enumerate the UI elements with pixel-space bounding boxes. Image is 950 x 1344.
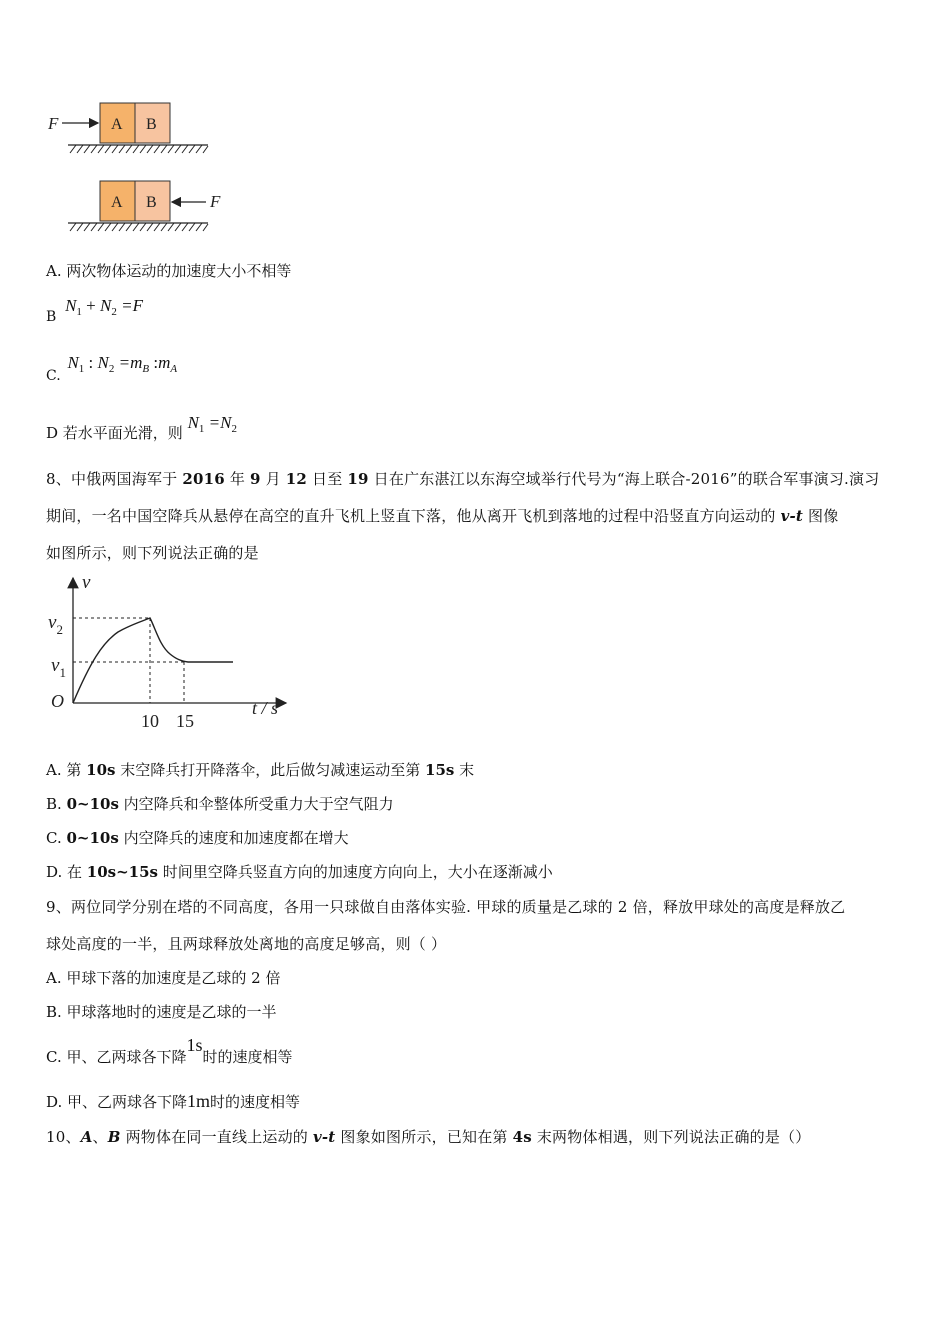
tick-10: 10 bbox=[141, 711, 159, 731]
origin-label: O bbox=[51, 691, 64, 711]
q9-option-b: B. 甲球落地时的速度是乙球的一半 bbox=[46, 1003, 277, 1021]
q7-option-a: A. 两次物体运动的加速度大小不相等 bbox=[46, 262, 292, 280]
option-d-prefix: D 若水平面光滑，则 bbox=[46, 424, 183, 442]
q8-vt-graph bbox=[40, 568, 300, 738]
ground-hatching bbox=[70, 145, 208, 153]
q9-option-c: C. 甲、乙两球各下降1s时的速度相等 bbox=[46, 1035, 293, 1066]
ground-hatching bbox=[70, 223, 208, 231]
formula-n1-plus-n2: $N_1 + N_2 =F$ bbox=[65, 296, 143, 318]
v1-label: $v_1$ bbox=[51, 655, 66, 680]
q9-option-d: D. 甲、乙两球各下降1m时的速度相等 bbox=[46, 1091, 301, 1111]
q8-stem-line1: 8、中俄两国海军于 2016 年 9 月 12 日至 19 日在广东湛江以东海空域举行代号为“海上联合-2016”的联合军事演习.演习 bbox=[46, 470, 880, 488]
block-b-label: B bbox=[146, 194, 157, 211]
t-axis-label: t / s bbox=[252, 698, 279, 718]
option-c-prefix: C. bbox=[46, 368, 61, 384]
block-diagram-push-a bbox=[40, 95, 240, 160]
formula-ratio: $N_1$ : $N_2 =m_B$ $:m_A$ bbox=[67, 353, 178, 375]
q8-option-c: C. 0~10s 内空降兵的速度和加速度都在增大 bbox=[46, 829, 349, 847]
q10-stem: 10、A、B 两物体在同一直线上运动的 v-t 图象如图所示，已知在第 4s 末两物体相遇，则下列说法正确的是（） bbox=[46, 1128, 811, 1146]
tick-15: 15 bbox=[176, 711, 194, 731]
q7-option-b bbox=[46, 296, 143, 325]
q9-option-a: A. 甲球下落的加速度是乙球的 2 倍 bbox=[46, 969, 281, 987]
v-axis-label: v bbox=[82, 572, 91, 593]
block-b-label: B bbox=[146, 116, 157, 133]
force-label-f: F bbox=[210, 192, 221, 211]
q8-stem-line2: 期间，一名中国空降兵从悬停在高空的直升飞机上竖直下落，他从离开飞机到落地的过程中沿竖直方向运动的 v-t 图像 bbox=[46, 507, 839, 525]
q8-option-a: A. 第 10s 末空降兵打开降落伞，此后做匀减速运动至第 15s 末 bbox=[46, 761, 475, 779]
q9-stem-line1: 9、两位同学分别在塔的不同高度，各用一只球做自由落体实验. 甲球的质量是乙球的 2 倍，释放甲球处的高度是释放乙 bbox=[46, 898, 846, 916]
velocity-curve bbox=[73, 618, 233, 703]
block-a-label: A bbox=[111, 194, 123, 211]
option-b-prefix: B bbox=[46, 309, 57, 325]
q8-option-b: B. 0~10s 内空降兵和伞整体所受重力大于空气阻力 bbox=[46, 795, 394, 813]
q9-stem-line2: 球处高度的一半，且两球释放处离地的高度足够高，则（ ） bbox=[46, 935, 447, 953]
formula-n1-equals-n2: $N_1 =N_2$ bbox=[187, 413, 237, 435]
q8-option-d: D. 在 10s~15s 时间里空降兵竖直方向的加速度方向向上，大小在逐渐减小 bbox=[46, 863, 553, 881]
q8-stem-line3: 如图所示，则下列说法正确的是 bbox=[46, 544, 259, 562]
block-a-label: A bbox=[111, 116, 123, 133]
block-diagram-push-b bbox=[40, 173, 240, 238]
q7-option-d bbox=[46, 412, 237, 442]
force-label-f: F bbox=[48, 114, 59, 133]
v2-label: $v_2$ bbox=[48, 612, 63, 637]
q7-option-c bbox=[46, 353, 178, 384]
